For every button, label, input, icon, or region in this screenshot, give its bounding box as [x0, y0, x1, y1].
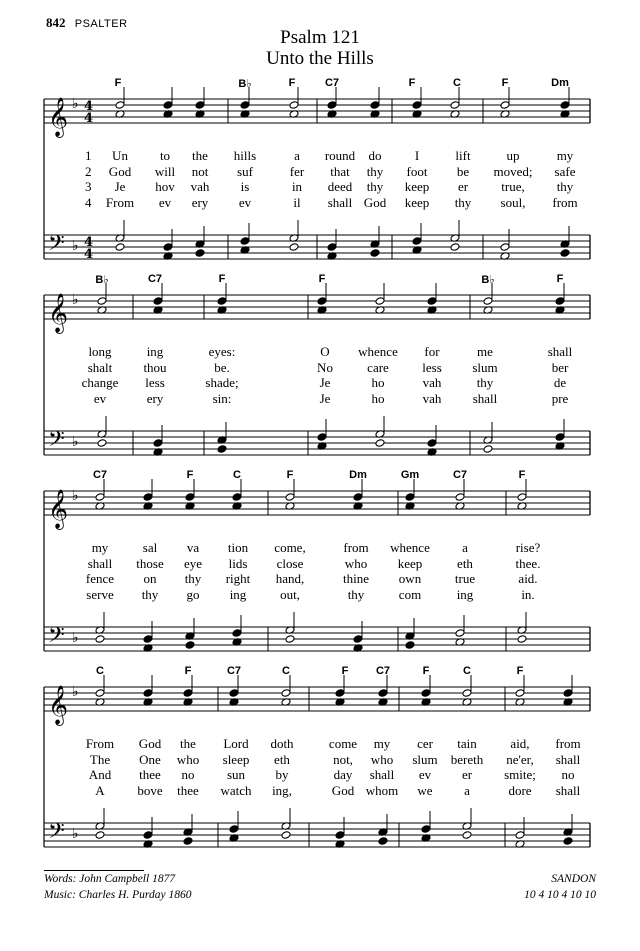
- lyric-syllable: com: [398, 586, 422, 602]
- treble-clef-icon: 𝄞: [48, 293, 69, 333]
- verse-number: 2: [85, 163, 92, 179]
- bass-note: [563, 837, 573, 846]
- lyric-syllable: vah: [422, 375, 442, 390]
- lyric-syllable: the: [192, 148, 208, 163]
- chord-symbol: F: [518, 469, 526, 481]
- lyric-syllable: whence: [390, 540, 430, 555]
- lyric-syllable: shall: [547, 344, 573, 359]
- time-signature: 4: [84, 235, 94, 250]
- lyric-syllable: A: [95, 782, 105, 798]
- lyric-syllable: my: [556, 148, 574, 163]
- lyric-syllable: eth: [274, 751, 290, 767]
- bass-clef-icon: 𝄢: [48, 427, 65, 457]
- treble-clef-icon: 𝄞: [48, 489, 69, 529]
- lyric-syllable: who: [370, 751, 394, 767]
- soprano-note: [563, 689, 573, 698]
- chord-symbol: F: [114, 77, 122, 89]
- chord-symbol: Dm: [551, 77, 569, 89]
- chord-symbol: F: [218, 273, 226, 285]
- lyric-syllable: keep: [404, 179, 430, 194]
- lyric-syllable: no: [561, 767, 575, 782]
- lyric-syllable: God: [138, 736, 162, 751]
- lyric-syllable: for: [424, 344, 440, 359]
- lyric-syllable: watch: [220, 782, 252, 798]
- soprano-note: [183, 689, 193, 698]
- flat-key-signature-icon: ♭: [72, 684, 79, 700]
- chord-symbol: C7: [226, 665, 242, 677]
- tenor-note: [229, 825, 239, 834]
- chord-symbol: C7: [147, 273, 163, 285]
- lyric-syllable: cer: [417, 736, 433, 751]
- lyric-syllable: my: [91, 540, 109, 555]
- lyric-syllable: One: [139, 751, 161, 767]
- lyric-syllable: sun: [226, 767, 246, 782]
- flat-key-signature-icon: ♭: [72, 434, 79, 450]
- bass-clef-icon: 𝄢: [48, 623, 65, 653]
- treble-clef-icon: 𝄞: [48, 97, 69, 137]
- lyric-syllable: care: [367, 359, 389, 375]
- psalm-title: Psalm 121: [280, 27, 360, 48]
- soprano-note: [421, 689, 431, 698]
- lyric-syllable: that: [330, 163, 350, 179]
- lyric-syllable: sleep: [222, 751, 250, 767]
- lyric-syllable: whom: [365, 782, 399, 798]
- lyric-syllable: do: [368, 148, 382, 163]
- lyric-syllable: ev: [158, 194, 172, 210]
- section-label: PSALTER: [74, 18, 128, 30]
- lyric-syllable: keep: [404, 194, 430, 210]
- lyric-syllable: is: [240, 179, 250, 194]
- lyric-syllable: whence: [358, 344, 398, 359]
- lyric-syllable: a: [462, 540, 468, 555]
- chord-symbol: C7: [452, 469, 468, 481]
- lyric-syllable: thy: [476, 375, 494, 390]
- verse-number: 4: [85, 194, 92, 210]
- lyric-syllable: doth: [270, 736, 294, 751]
- chord-symbol: F: [286, 469, 294, 481]
- lyric-syllable: shade;: [205, 375, 239, 390]
- lyric-syllable: less: [145, 375, 165, 390]
- soprano-note: [462, 689, 472, 698]
- lyric-syllable: lift: [455, 148, 471, 163]
- chord-symbol: Dm: [349, 469, 367, 481]
- page-number: 842: [46, 15, 66, 30]
- lyric-syllable: long: [88, 344, 112, 359]
- lyric-syllable: hov: [155, 179, 175, 194]
- lyric-syllable: shall: [327, 194, 353, 210]
- lyric-syllable: up: [506, 148, 520, 163]
- lyric-syllable: shall: [555, 751, 581, 767]
- lyric-syllable: day: [333, 767, 353, 782]
- lyric-syllable: Lord: [223, 736, 249, 751]
- lyric-syllable: sin:: [212, 390, 232, 406]
- lyric-syllable: by: [275, 767, 289, 782]
- chord-symbol: F: [318, 273, 326, 285]
- bass-note: [378, 837, 388, 846]
- chord-symbol: C: [282, 665, 290, 677]
- lyric-syllable: bove: [137, 782, 163, 798]
- lyric-syllable: suf: [237, 163, 253, 179]
- tune-name: SANDON: [551, 873, 596, 885]
- lyric-syllable: I: [414, 148, 420, 163]
- lyric-syllable: Je: [114, 179, 126, 194]
- lyric-syllable: lids: [228, 555, 248, 571]
- chord-symbol: C7: [324, 77, 340, 89]
- bass-note: [183, 837, 193, 846]
- lyric-syllable: tion: [227, 540, 249, 555]
- chord-symbol: B♭: [481, 274, 495, 286]
- chord-symbol: F: [516, 665, 524, 677]
- footer-rule: [44, 870, 144, 871]
- chord-symbol: C7: [92, 469, 108, 481]
- lyric-syllable: a: [294, 148, 300, 163]
- lyric-syllable: fence: [85, 571, 115, 586]
- flat-key-signature-icon: ♭: [72, 826, 79, 842]
- lyric-syllable: ing,: [272, 782, 292, 798]
- bass-clef-icon: 𝄢: [48, 231, 65, 261]
- lyric-syllable: deed: [327, 179, 353, 194]
- lyric-syllable: il: [293, 194, 301, 210]
- meter: 10 4 10 4 10 10: [524, 889, 596, 901]
- lyric-syllable: ho: [371, 390, 385, 406]
- chord-symbol: F: [184, 665, 192, 677]
- tenor-note: [143, 831, 153, 840]
- chord-symbol: B♭: [238, 78, 252, 90]
- lyric-syllable: ing: [229, 586, 247, 602]
- flat-key-signature-icon: ♭: [72, 238, 79, 254]
- chord-symbol: Gm: [400, 469, 420, 481]
- flat-key-signature-icon: ♭: [72, 630, 79, 646]
- lyric-syllable: out,: [280, 586, 300, 602]
- lyric-syllable: shalt: [87, 359, 113, 375]
- lyric-syllable: serve: [86, 586, 114, 602]
- lyric-syllable: rise?: [515, 540, 541, 555]
- chord-symbol: C: [453, 77, 461, 89]
- lyric-syllable: ev: [238, 194, 252, 210]
- lyric-syllable: a: [464, 782, 470, 798]
- lyric-syllable: slum: [472, 359, 498, 375]
- lyric-syllable: close: [276, 555, 304, 571]
- lyric-syllable: foot: [406, 163, 428, 179]
- lyric-syllable: round: [324, 148, 356, 163]
- lyric-syllable: true,: [501, 179, 525, 194]
- lyric-syllable: bereth: [450, 751, 484, 767]
- lyric-syllable: true: [454, 571, 476, 586]
- chord-symbol: F: [341, 665, 349, 677]
- lyric-syllable: thy: [347, 586, 365, 602]
- lyric-syllable: we: [417, 782, 433, 798]
- lyric-syllable: God: [363, 194, 387, 210]
- lyric-syllable: From: [105, 194, 135, 210]
- lyric-syllable: eyes:: [208, 344, 236, 359]
- chord-symbol: F: [556, 273, 564, 285]
- lyric-syllable: thy: [184, 571, 202, 586]
- lyric-syllable: thy: [454, 194, 472, 210]
- lyric-syllable: who: [176, 751, 200, 767]
- lyric-syllable: thee: [139, 767, 161, 782]
- lyric-syllable: not: [191, 163, 209, 179]
- soprano-note: [229, 689, 239, 698]
- lyric-syllable: shall: [87, 555, 113, 571]
- lyric-syllable: in.: [521, 586, 535, 602]
- lyric-syllable: shall: [369, 767, 395, 782]
- verse-number: 1: [85, 148, 92, 163]
- psalm-subtitle: Unto the Hills: [266, 48, 374, 69]
- lyric-syllable: thy: [141, 586, 159, 602]
- lyric-syllable: shall: [472, 390, 498, 406]
- bass-note: [95, 831, 105, 840]
- lyric-syllable: on: [143, 571, 157, 586]
- lyric-syllable: from: [343, 540, 369, 555]
- tenor-note: [515, 831, 525, 840]
- lyric-syllable: right: [225, 571, 251, 586]
- lyric-syllable: hills: [233, 148, 257, 163]
- lyric-syllable: tain: [457, 736, 477, 751]
- lyric-syllable: from: [555, 736, 581, 751]
- chord-symbol: C: [96, 665, 104, 677]
- lyric-syllable: the: [180, 736, 196, 751]
- chord-symbol: C: [233, 469, 241, 481]
- lyric-syllable: to: [159, 148, 171, 163]
- lyric-syllable: those: [136, 555, 164, 571]
- lyric-syllable: go: [186, 586, 200, 602]
- chord-symbol: F: [422, 665, 430, 677]
- lyric-syllable: ing: [146, 344, 164, 359]
- chord-symbol: C7: [375, 665, 391, 677]
- lyric-syllable: from: [552, 194, 578, 210]
- lyric-syllable: be.: [214, 359, 230, 375]
- lyric-syllable: soul,: [500, 194, 526, 210]
- lyric-syllable: ery: [146, 390, 164, 406]
- flat-key-signature-icon: ♭: [72, 96, 79, 112]
- lyric-syllable: be: [456, 163, 470, 179]
- lyric-syllable: come,: [274, 540, 306, 555]
- lyric-syllable: own: [398, 571, 422, 586]
- time-signature: 4: [84, 99, 94, 114]
- lyric-syllable: vah: [190, 179, 210, 194]
- lyric-syllable: Un: [112, 148, 128, 163]
- lyric-syllable: From: [85, 736, 115, 751]
- lyric-syllable: thee.: [515, 555, 541, 571]
- music-credit: Music: Charles H. Purday 1860: [44, 889, 192, 901]
- bass-note: [281, 831, 291, 840]
- lyric-syllable: O: [320, 344, 330, 359]
- tenor-note: [421, 825, 431, 834]
- lyric-syllable: pre: [551, 390, 569, 406]
- lyric-syllable: er: [457, 179, 469, 194]
- lyric-syllable: ev: [418, 767, 432, 782]
- time-signature: 4: [84, 247, 94, 262]
- lyric-syllable: God: [331, 782, 355, 798]
- lyric-syllable: smite;: [504, 767, 536, 782]
- chord-symbol: B♭: [95, 274, 109, 286]
- bass-note: [462, 831, 472, 840]
- lyric-syllable: aid,: [510, 736, 530, 751]
- lyric-syllable: vah: [422, 390, 442, 406]
- lyric-syllable: not,: [333, 751, 353, 767]
- lyric-syllable: ery: [191, 194, 209, 210]
- lyric-syllable: ne'er,: [506, 751, 534, 767]
- words-credit: Words: John Campbell 1877: [44, 873, 176, 885]
- lyric-syllable: thy: [556, 179, 574, 194]
- lyric-syllable: thy: [366, 179, 384, 194]
- treble-clef-icon: 𝄞: [48, 685, 69, 725]
- chord-symbol: F: [408, 77, 416, 89]
- lyric-syllable: de: [553, 375, 567, 390]
- lyric-syllable: shall: [555, 782, 581, 798]
- lyric-syllable: thou: [143, 359, 167, 375]
- lyric-syllable: hand,: [275, 571, 305, 586]
- lyric-syllable: will: [154, 163, 176, 179]
- lyric-syllable: ing: [456, 586, 474, 602]
- lyric-syllable: dore: [508, 782, 532, 798]
- lyric-syllable: come: [328, 736, 358, 751]
- lyric-syllable: ev: [93, 390, 107, 406]
- lyric-syllable: who: [344, 555, 368, 571]
- lyric-syllable: aid.: [518, 571, 538, 586]
- lyric-syllable: no: [181, 767, 195, 782]
- soprano-note: [95, 689, 105, 698]
- lyric-syllable: slum: [412, 751, 438, 767]
- lyric-syllable: thee: [177, 782, 199, 798]
- lyric-syllable: eye: [183, 555, 203, 571]
- time-signature: 4: [84, 111, 94, 126]
- lyric-syllable: me: [477, 344, 493, 359]
- soprano-note: [143, 689, 153, 698]
- soprano-note: [515, 689, 525, 698]
- lyric-syllable: The: [89, 751, 111, 767]
- lyric-syllable: fer: [289, 163, 305, 179]
- lyric-syllable: my: [373, 736, 391, 751]
- chord-symbol: F: [288, 77, 296, 89]
- soprano-note: [335, 689, 345, 698]
- chord-symbol: F: [186, 469, 194, 481]
- lyric-syllable: ho: [371, 375, 385, 390]
- lyric-syllable: keep: [397, 555, 423, 571]
- lyric-syllable: change: [81, 375, 119, 390]
- flat-key-signature-icon: ♭: [72, 488, 79, 504]
- verse-number: 3: [85, 179, 92, 194]
- lyric-syllable: er: [461, 767, 473, 782]
- flat-key-signature-icon: ♭: [72, 292, 79, 308]
- tenor-note: [335, 831, 345, 840]
- lyric-syllable: sal: [142, 540, 158, 555]
- chord-symbol: C: [463, 665, 471, 677]
- lyric-syllable: Je: [319, 375, 331, 390]
- lyric-syllable: in: [291, 179, 303, 194]
- lyric-syllable: God: [108, 163, 132, 179]
- lyric-syllable: moved;: [493, 163, 533, 179]
- lyric-syllable: eth: [457, 555, 473, 571]
- lyric-syllable: And: [88, 767, 112, 782]
- chord-symbol: F: [501, 77, 509, 89]
- lyric-syllable: va: [186, 540, 200, 555]
- lyric-syllable: less: [422, 359, 442, 375]
- lyric-syllable: ber: [551, 359, 569, 375]
- bass-clef-icon: 𝄢: [48, 819, 65, 849]
- lyric-syllable: thine: [343, 571, 369, 586]
- lyric-syllable: safe: [554, 163, 576, 179]
- soprano-note: [281, 689, 291, 698]
- lyric-syllable: thy: [366, 163, 384, 179]
- lyric-syllable: Je: [319, 390, 331, 406]
- soprano-note: [378, 689, 388, 698]
- lyric-syllable: No: [317, 359, 333, 375]
